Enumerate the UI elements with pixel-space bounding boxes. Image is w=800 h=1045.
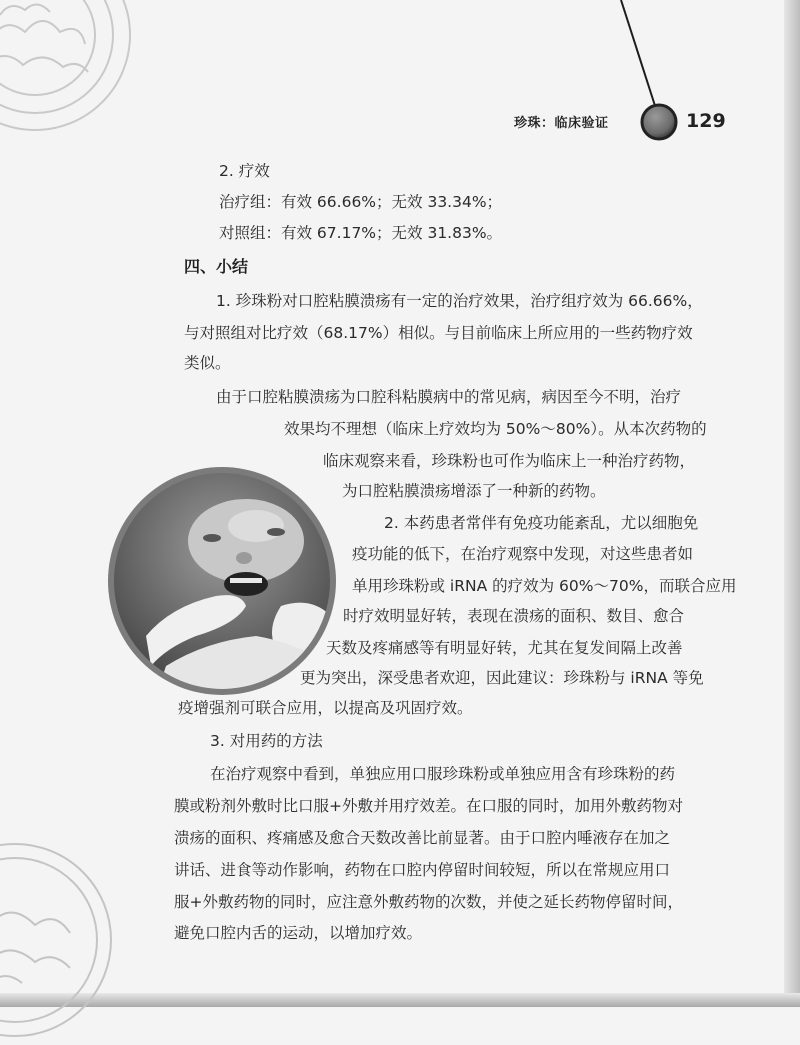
text-line: 时疗效明显好转，表现在溃疡的面积、数目、愈合 [343,607,685,625]
text-line: 疫增强剂可联合应用，以提高及巩固疗效。 [178,699,473,717]
text-line: 与对照组对比疗效（68.17%）相似。与目前临床上所应用的一些药物疗效 [184,324,693,342]
text-line: 由于口腔粘膜溃疡为口腔科粘膜病中的常见病，病因至今不明，治疗 [216,388,682,406]
text-line: 为口腔粘膜溃疡增添了一种新的药物。 [342,482,606,500]
text-line: 更为突出，深受患者欢迎，因此建议：珍珠粉与 iRNA 等免 [300,669,704,687]
text-line: 效果均不理想（临床上疗效均为 50%～80%）。从本次药物的 [284,420,707,438]
text-line: 治疗组：有效 66.66%；无效 33.34%； [219,193,503,211]
text-line: 类似。 [184,354,231,372]
dental-exam-photo [106,466,338,696]
cloud-ornament-icon [0,835,120,1045]
text-line: 讲话、进食等动作影响，药物在口腔内停留时间较短，所以在常规应用口 [174,861,671,879]
text-line: 单用珍珠粉或 iRNA 的疗效为 60%～70%，而联合应用 [352,577,737,595]
text-line: 天数及疼痛感等有明显好转，尤其在复发间隔上改善 [326,639,683,657]
text-line: 在治疗观察中看到，单独应用口服珍珠粉或单独应用含有珍珠粉的药 [210,765,676,783]
running-head: 珍珠：临床验证 [514,116,609,131]
text-line: 1. 珍珠粉对口腔粘膜溃疡有一定的治疗效果，治疗组疗效为 66.66%， [216,292,703,310]
text-line: 3. 对用药的方法 [210,732,323,750]
text-line: 对照组：有效 67.17%；无效 31.83%。 [219,224,503,242]
page-edge [0,993,800,1007]
text-line: 2. 疗效 [219,162,270,180]
text-line: 临床观察来看，珍珠粉也可作为临床上一种治疗药物， [323,452,696,470]
pendulum-ornament-icon [0,0,800,160]
text-line: 2. 本药患者常伴有免疫功能紊乱，尤以细胞免 [384,514,699,532]
text-line: 服+外敷药物的同时，应注意外敷药物的次数，并使之延长药物停留时间， [174,893,683,911]
section-heading: 四、小结 [184,257,249,276]
text-line: 疫功能的低下，在治疗观察中发现，对这些患者如 [352,545,694,563]
page-number: 129 [686,110,726,132]
text-line: 避免口腔内舌的运动，以增加疗效。 [174,924,423,942]
text-line: 膜或粉剂外敷时比口服+外敷并用疗效差。在口服的同时，加用外敷药物对 [174,797,683,815]
text-line: 溃疡的面积、疼痛感及愈合天数改善比前显著。由于口腔内唾液存在加之 [174,829,671,847]
